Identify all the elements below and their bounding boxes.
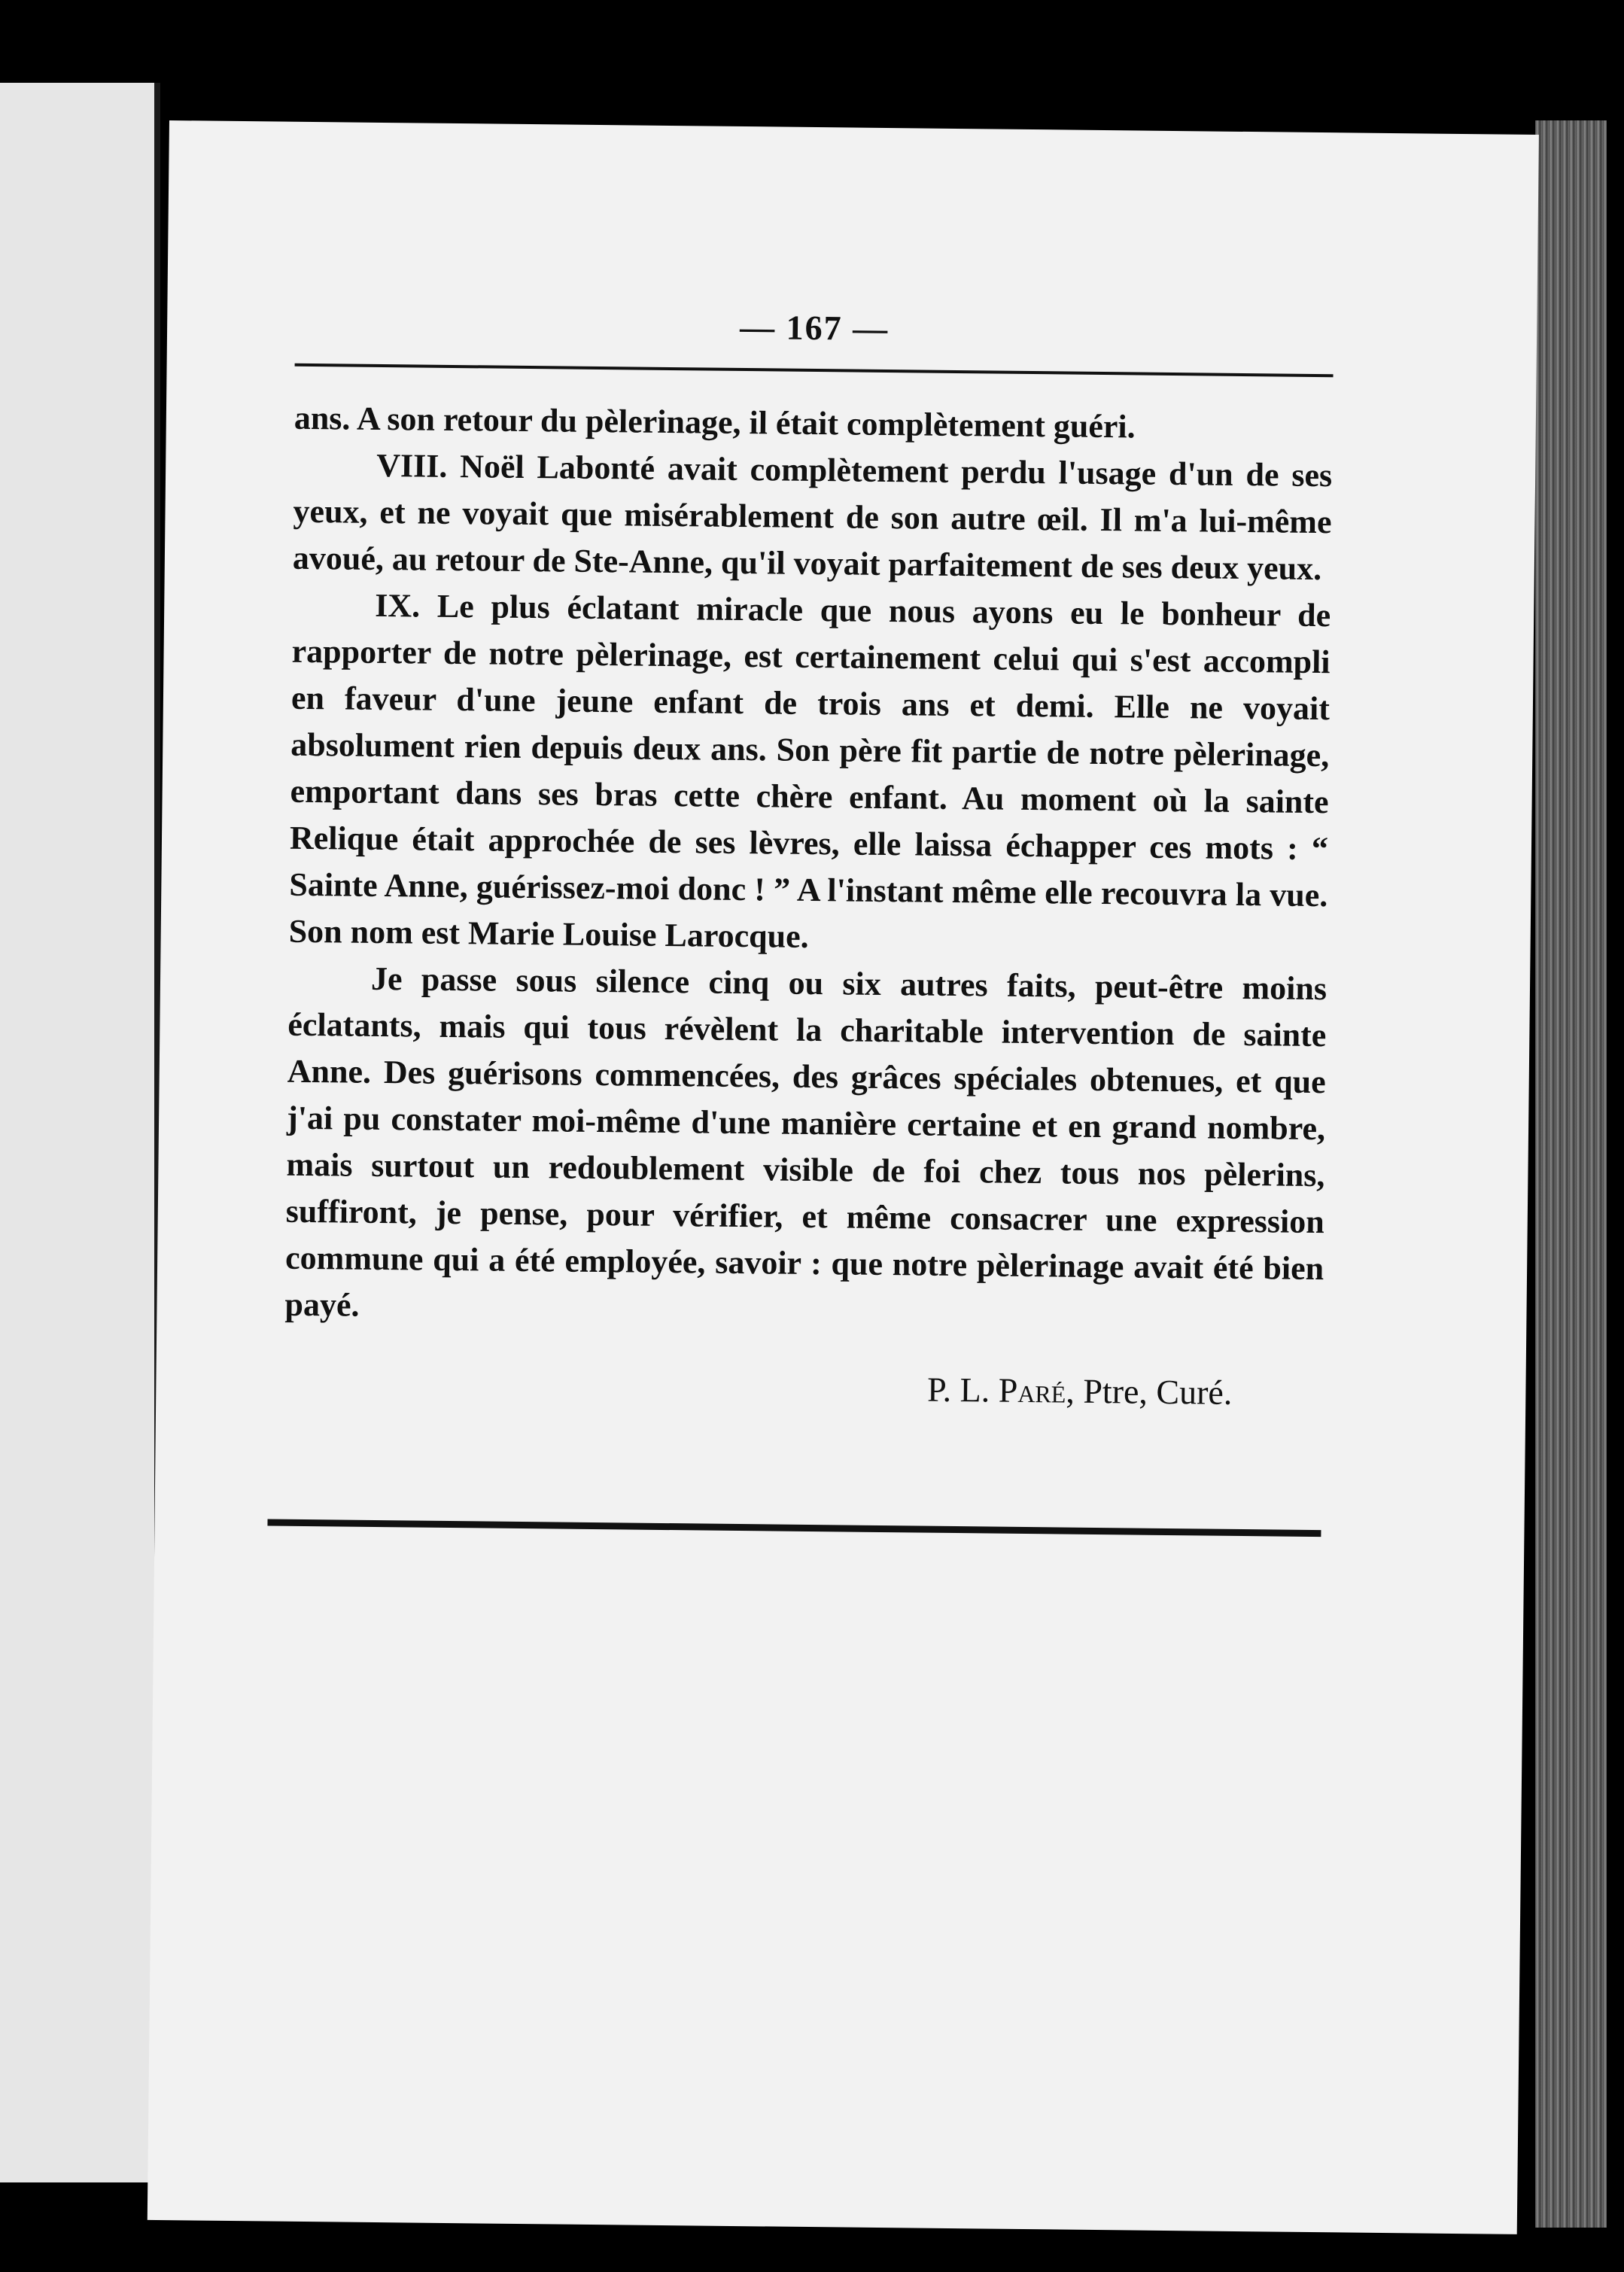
paragraph-closing: Je passe sous silence cinq ou six autres faits, peut-être moins éclatants, mais qui tous révèlent la charitable intervention de sainte Anne. Des guérisons commencées, des grâces spéciales obtenues, et que j'ai pu constater moi-même d'une manière certaine et en grand nombre, mais surtout un redoublement visible de foi chez tous nos pèlerins, suffiront, je pense, pour vérifier, et même consacrer une expression commune qui a été employée, savoir : que notre pèlerinage avait été bien payé. xyxy=(284,960,1327,1324)
page-number: — 167 — xyxy=(739,307,890,348)
signature-title: , Ptre, Curé. xyxy=(1066,1371,1233,1412)
paragraph-continuation: ans. A son retour du pèlerinage, il était complètement guéri. xyxy=(293,399,1136,446)
header-rule xyxy=(295,363,1334,377)
footer-rule xyxy=(267,1519,1321,1537)
signature xyxy=(284,1360,1323,1417)
page-content xyxy=(282,303,1334,1537)
signature-name: Paré xyxy=(998,1370,1066,1410)
book-fore-edge xyxy=(1535,120,1607,2228)
book-page xyxy=(147,120,1539,2234)
facing-page-edge xyxy=(0,83,160,2182)
paragraph-viii: VIII. Noël Labonté avait complètement perdu l'usage d'un de ses yeux, et ne voyait que misérablement de son autre œil. Il m'a lui-même avoué, au retour de Ste-Anne, qu'il voyait parfaitement de ses deux yeux. xyxy=(292,446,1333,588)
signature-initials: P. L. xyxy=(926,1370,999,1410)
paragraph-ix: IX. Le plus éclatant miracle que nous ayons eu le bonheur de rapporter de notre pèlerinage, est certainement celui qui s'est accompli en faveur d'une jeune enfant de trois ans et demi. Elle ne voyait absolument rien depuis deux ans. Son père fit partie de notre pèlerinage, emportant dans ses bras cette chère enfant. Au moment où la sainte Relique était approchée de ses lèvres, elle laissa échapper ces mots : “ Sainte Anne, guérissez-moi donc ! ” A l'instant même elle recouvra la vue. Son nom est Marie Louise Larocque. xyxy=(288,586,1331,955)
